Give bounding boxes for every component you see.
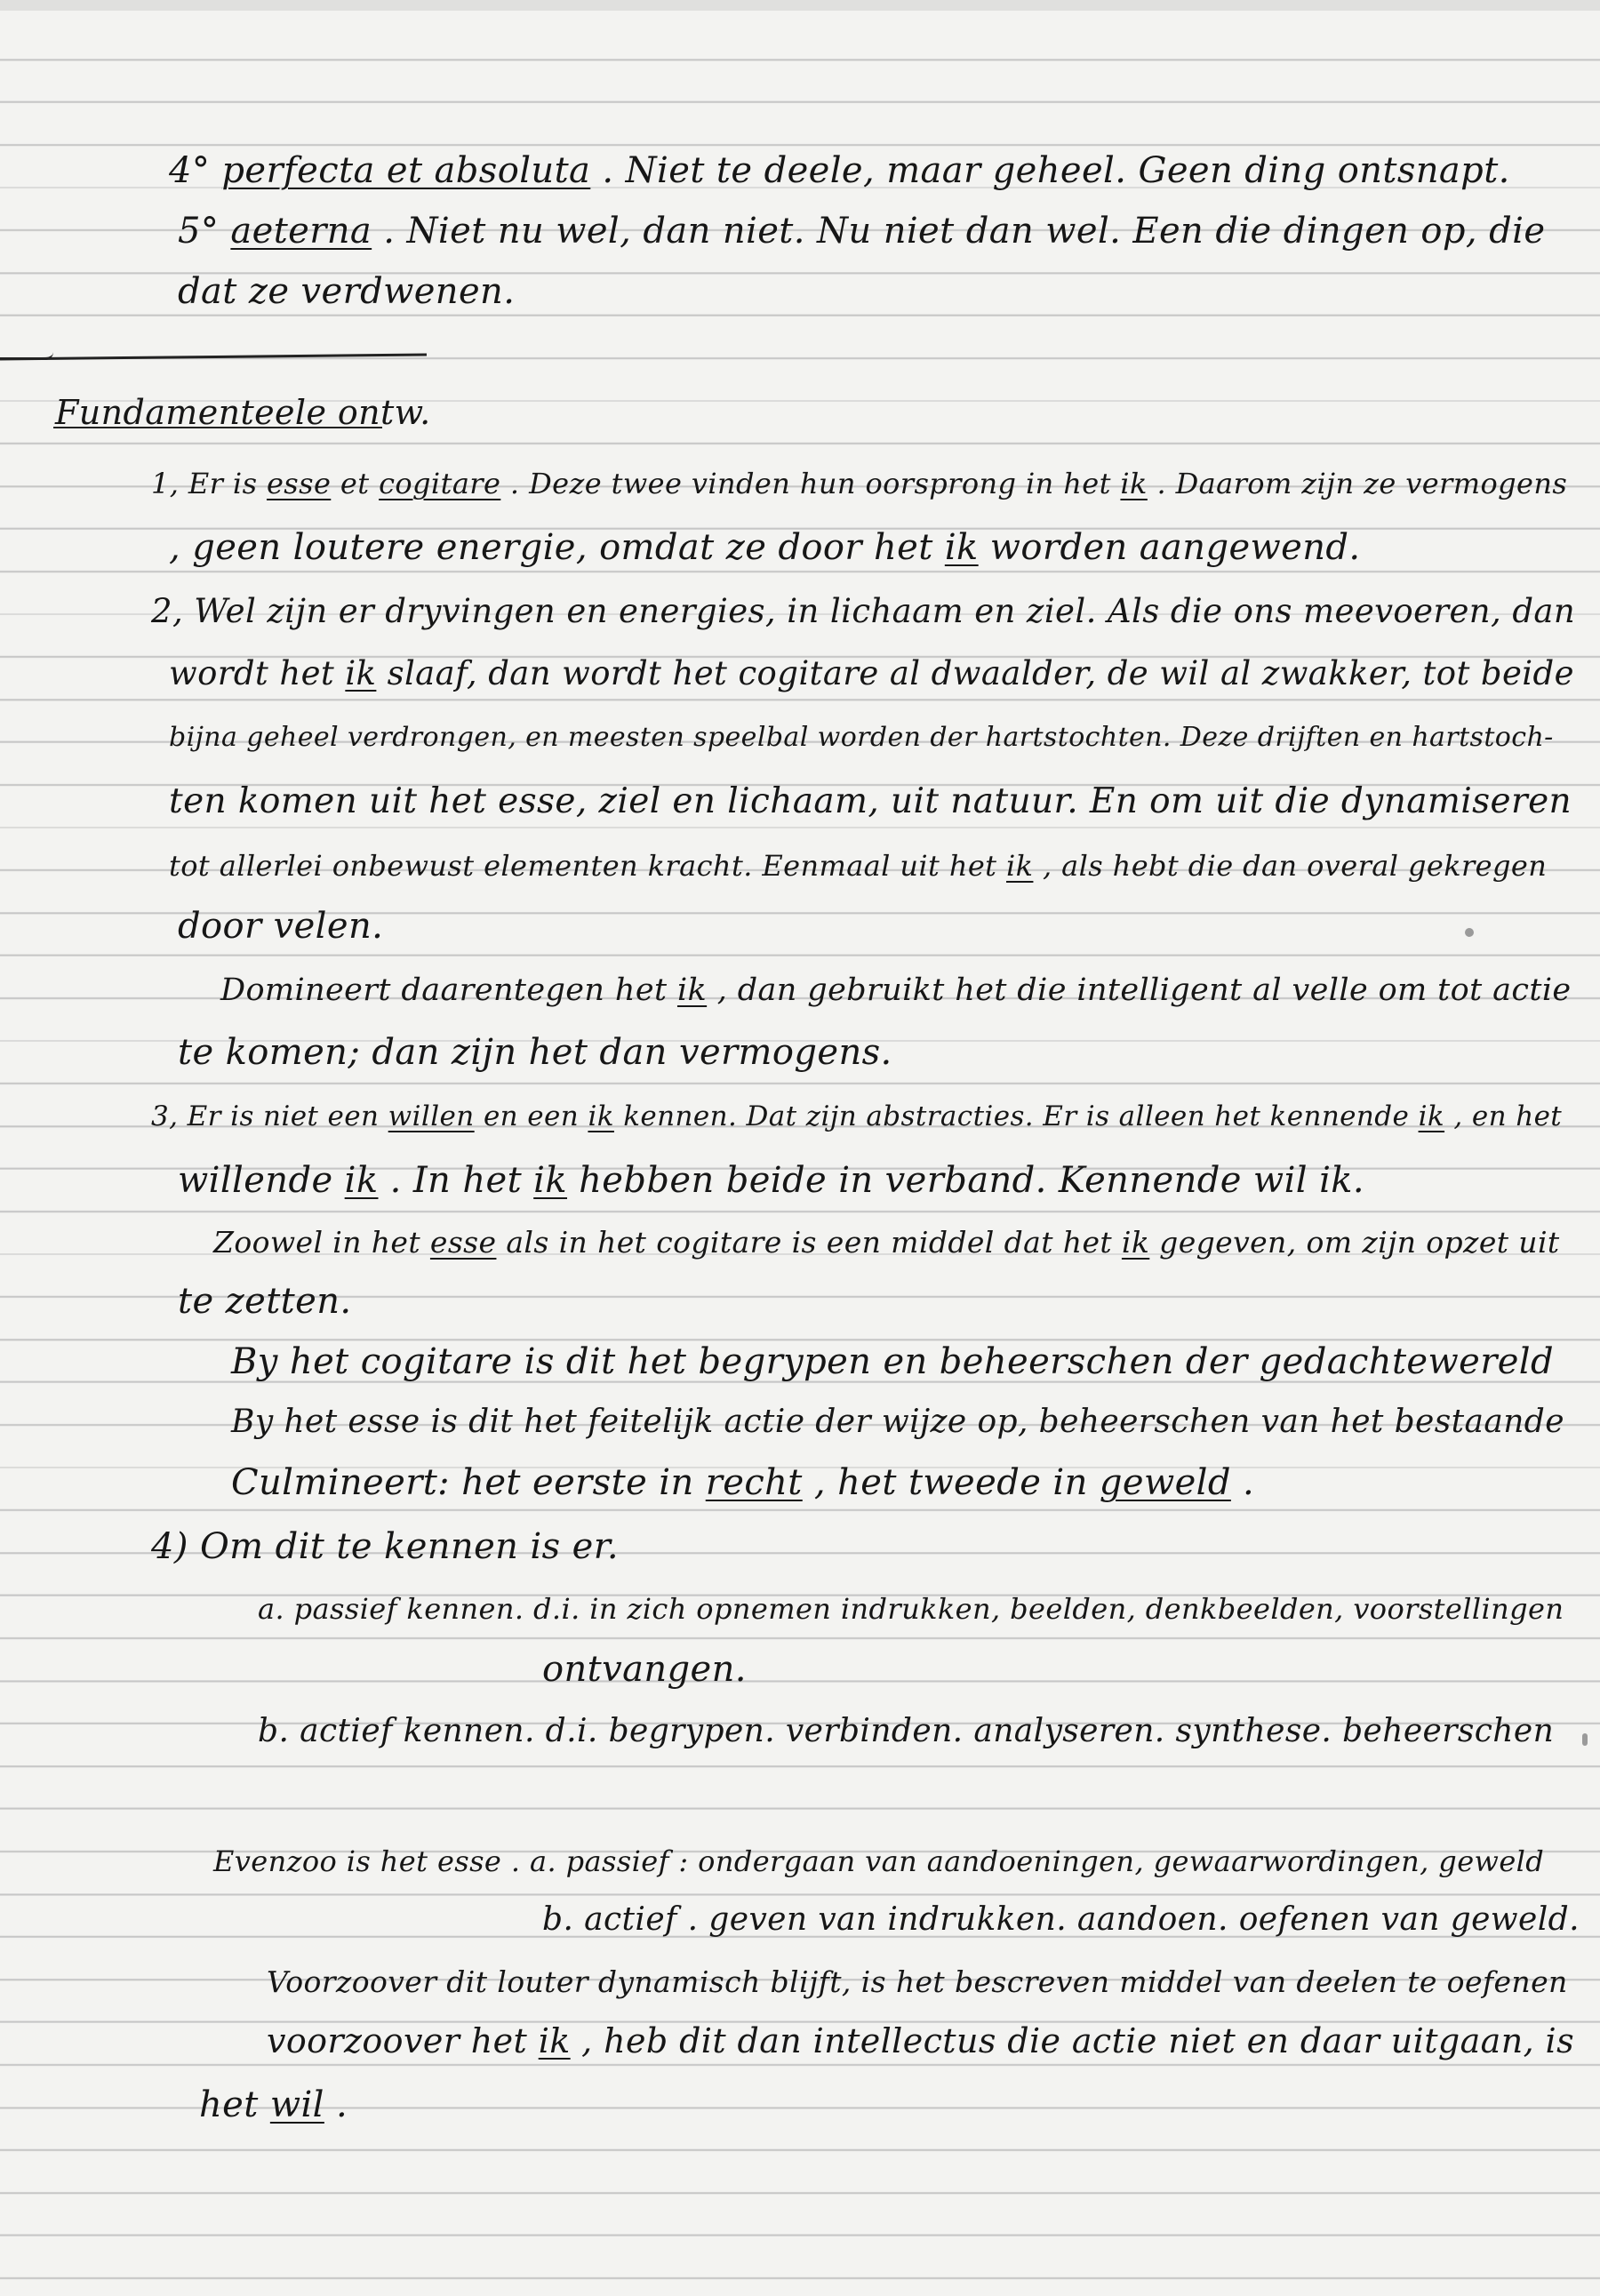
point-3-line-1: [151, 1095, 1562, 1138]
point-4-item-a-continuation: ontvangen.: [542, 1649, 747, 1690]
page-top-edge: [0, 0, 1600, 11]
text-run: als in het cogitare is een middel dat het: [506, 1225, 1113, 1260]
underlined-term: ik: [1418, 1100, 1445, 1132]
point-2-line-8: te komen; dan zijn het dan vermogens.: [178, 1032, 892, 1073]
text-run: , dan gebruikt het die intelligent al velle om tot actie: [716, 972, 1572, 1008]
item-5-continuation: dat ze verdwenen.: [178, 271, 516, 312]
text-run: 1, Er is: [151, 467, 258, 500]
point-1-line-1: [151, 462, 1567, 505]
text-run: . Deze twee vinden hun oorsprong in het: [509, 467, 1111, 500]
item-5-line: [178, 210, 1545, 252]
text-run: Domineert daarentegen het: [220, 972, 668, 1008]
underlined-term: esse: [266, 467, 332, 500]
text-run: 3, Er is niet een: [151, 1100, 380, 1132]
point-2-line-3: bijna geheel verdrongen, en meesten speelbal worden der hartstochten. Deze drijften en hartstoch-: [169, 722, 1554, 753]
esse-line-a: Evenzoo is het esse . a. passief : ondergaan van aandoeningen, gewaarwordingen, geweld: [213, 1844, 1545, 1878]
text-run: kennen. Dat zijn abstracties. Er is alleen het kennende: [623, 1100, 1410, 1132]
point-4-item-b: b. actief kennen. d.i. begrypen. verbinden. analyseren. synthese. beheerschen: [258, 1713, 1555, 1749]
item-text: . Niet te deele, maar geheel. Geen ding ontsnapt.: [602, 150, 1510, 191]
text-run: , als hebt die dan overal gekregen: [1043, 849, 1548, 883]
underlined-term: wil: [269, 2084, 324, 2125]
underlined-term: ik: [588, 1100, 614, 1132]
point-3-line-6: By het esse is dit het feitelijk actie der wijze op, beheerschen van het bestaande: [231, 1404, 1564, 1440]
text-run: het: [199, 2084, 259, 2125]
underlined-term: ik: [676, 972, 708, 1008]
text-run: et: [340, 467, 370, 500]
text-run: , heb dit dan intellectus die actie niet en daar uitgaan, is: [581, 2021, 1575, 2060]
underlined-term: recht: [705, 1462, 803, 1503]
underlined-term: ik: [345, 654, 377, 692]
text-run: willende: [178, 1160, 333, 1201]
section-divider: [0, 353, 427, 360]
text-run: gegeven, om zijn opzet uit: [1159, 1225, 1560, 1260]
item-number: 5°: [178, 211, 220, 252]
underlined-term: ik: [944, 527, 979, 568]
esse-line-b: b. actief . geven van indrukken. aandoen. oefenen van geweld.: [542, 1901, 1580, 1938]
closing-line-2: [267, 2020, 1574, 2062]
paper-blemish: [1465, 928, 1474, 937]
text-run: , en het: [1453, 1100, 1563, 1132]
latin-term: aeterna: [230, 211, 372, 252]
heading-underline: [53, 427, 382, 428]
underlined-term: ik: [344, 1160, 379, 1201]
text-run: .: [1243, 1462, 1255, 1503]
point-2-line-7: [220, 969, 1572, 1012]
point-3-line-2: [178, 1159, 1364, 1202]
underlined-term: ik: [1121, 1225, 1150, 1260]
point-4-item-a: a. passief kennen. d.i. in zich opnemen indrukken, beelden, denkbeelden, voorstellingen: [258, 1592, 1564, 1626]
text-run: .: [336, 2084, 348, 2125]
underlined-term: esse: [429, 1225, 497, 1260]
closing-line-3: [199, 2084, 348, 2126]
underlined-term: ik: [1006, 849, 1034, 883]
underlined-term: willen: [388, 1100, 475, 1132]
point-2-line-2: [169, 652, 1574, 695]
underlined-term: cogitare: [379, 467, 501, 500]
text-run: , het tweede in: [813, 1462, 1088, 1503]
text-run: worden aangewend.: [989, 527, 1361, 568]
point-3-line-3: [213, 1221, 1560, 1264]
text-run: hebben beide in verband. Kennende wil ik.: [579, 1160, 1365, 1201]
text-run: en een: [483, 1100, 580, 1132]
point-4-line-1: 4) Om dit te kennen is er.: [151, 1526, 619, 1567]
point-2-line-6: door velen.: [178, 906, 384, 947]
point-2-line-4: ten komen uit het esse, ziel en lichaam, uit natuur. En om uit die dynamiseren: [169, 781, 1572, 821]
point-3-line-4: te zetten.: [178, 1281, 352, 1322]
point-3-line-5: By het cogitare is dit het begrypen en beheerschen der gedachtewereld: [231, 1341, 1554, 1382]
item-text: . Niet nu wel, dan niet. Nu niet dan wel. Een die dingen op, die: [383, 211, 1546, 252]
text-run: , geen loutere energie, omdat ze door het: [169, 527, 933, 568]
text-run: voorzoover het: [267, 2021, 528, 2060]
closing-line-1: Voorzoover dit louter dynamisch blijft, is het bescreven middel van deelen te oefenen: [267, 1964, 1568, 1999]
text-run: Zoowel in het: [213, 1225, 421, 1260]
point-3-line-7: [231, 1461, 1254, 1504]
text-run: . Daarom zijn ze vermogens: [1156, 467, 1568, 500]
text-run: tot allerlei onbewust elementen kracht. Eenmaal uit het: [169, 849, 997, 883]
point-2-line-1: 2, Wel zijn er dryvingen en energies, in lichaam en ziel. Als die ons meevoeren, dan: [151, 592, 1576, 630]
paper-mark: [1582, 1733, 1588, 1746]
point-2-line-5: [169, 844, 1547, 887]
text-run: wordt het: [169, 654, 335, 692]
underlined-term: geweld: [1099, 1462, 1231, 1503]
text-run: . In het: [389, 1160, 523, 1201]
section-heading: Fundamenteele ontw.: [55, 393, 431, 432]
underlined-term: ik: [1120, 467, 1148, 500]
item-4-line: [169, 149, 1510, 192]
latin-term: perfecta et absoluta: [221, 150, 591, 191]
item-number: 4°: [169, 150, 211, 191]
point-1-line-2: [169, 526, 1361, 569]
text-run: Culmineert: het eerste in: [231, 1462, 694, 1503]
underlined-term: ik: [533, 1160, 568, 1201]
underlined-term: ik: [538, 2021, 571, 2060]
text-run: slaaf, dan wordt het cogitare al dwaalder, de wil al zwakker, tot beide: [387, 654, 1574, 692]
